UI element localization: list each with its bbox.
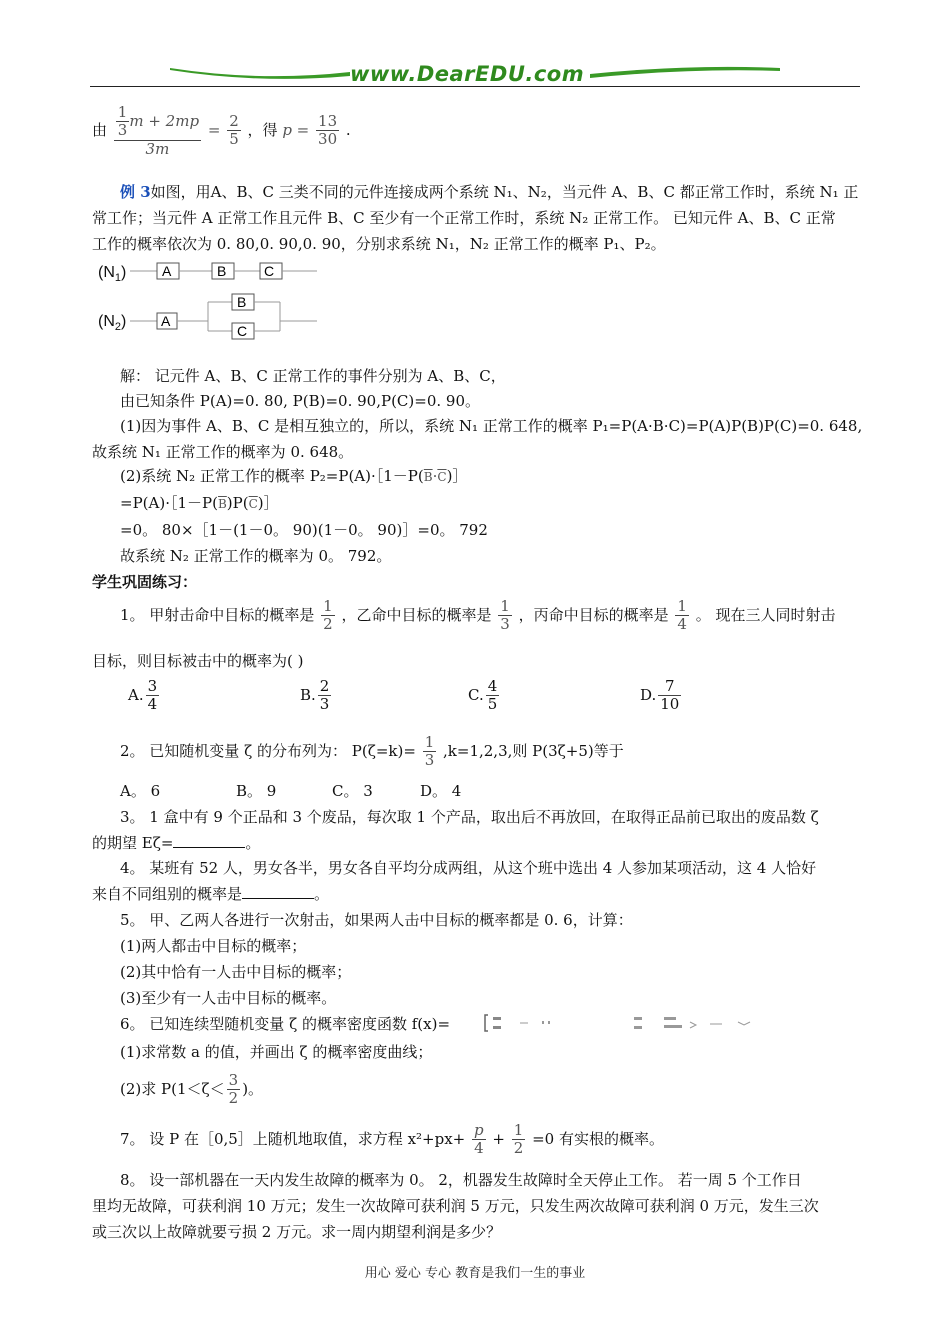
question-3-line-2: 的期望 Eζ= 。 — [92, 834, 261, 852]
intro-fraction-3: $\frac{13}{30}$ — [318, 112, 338, 149]
question-2-option-c: C。 3 — [332, 782, 373, 800]
header-right-swoosh — [590, 66, 780, 80]
question-6-part-2: (2)求 P(1＜ζ＜ $\frac{3}{2}$ )。 — [120, 1071, 264, 1108]
question-5-part-3: (3)至少有一人击中目标的概率。 — [120, 989, 337, 1007]
example-line-3: 工作的概率依次为 0. 80,0. 90,0. 90，分别求系统 N₁，N₂ 正常工作的概率 P₁、P₂。 — [92, 235, 666, 253]
question-5-part-1: (1)两人都击中目标的概率； — [120, 937, 307, 955]
intro-fraction-2: $\frac{2}{5}$ — [229, 112, 239, 149]
solution-line-5: (2)系统 N₂ 正常工作的概率 $P_2=P(A)\cdot[1-P(\overline{B}\cdot\overline{C})]$ — [120, 467, 468, 485]
question-4-line-1: 4。 某班有 52 人，男女各半，男女各自平均分成两组，从这个班中选出 4 人参加某项活动，这 4 人恰好 — [120, 859, 817, 877]
question-7: 7。 设 P 在［0,5］上随机地取值，求方程 x²+px+ $\frac{p}{4}$ + $\frac{1}{2}$ =0 有实根的概率。 — [120, 1121, 664, 1158]
solution-line-6: $=P(A)\cdot[1-P(\overline{B})P(\overline{C})]$ — [120, 494, 279, 512]
question-2-option-b: B。 9 — [236, 782, 277, 800]
circuit-diagram — [92, 255, 332, 350]
option-b: B. $\frac{2}{3}$ — [300, 677, 330, 714]
site-logo: www.DearEDU.com — [350, 62, 585, 86]
svg-text:A: A — [162, 263, 172, 279]
question-2-option-a: A。 6 — [120, 782, 161, 800]
option-c: C. $\frac{4}{5}$ — [468, 677, 498, 714]
example-line-1: 例 3如图，用A、B、C 三类不同的元件连接成两个系统 N₁、N₂，当元件 A、B、C 都正常工作时，系统 N₁ 正 — [120, 183, 859, 201]
question-2-option-d: D。 4 — [420, 782, 462, 800]
question-5-part-2: (2)其中恰有一人击中目标的概率； — [120, 963, 352, 981]
answer-blank-3[interactable] — [173, 833, 245, 848]
n1-label: $(N_1)$ — [98, 264, 127, 284]
example-label: 例 3 — [120, 183, 151, 201]
option-a: A. $\frac{3}{4}$ — [128, 677, 158, 714]
header-rule — [90, 86, 860, 87]
option-d: D. $\frac{7}{10}$ — [640, 677, 680, 714]
solution-line-3: (1)因为事件 A、B、C 是相互独立的，所以，系统 N₁ 正常工作的概率 P₁=P(A·B·C)=P(A)P(B)P(C)=0. 648, — [120, 417, 863, 435]
svg-text:C: C — [264, 263, 275, 279]
solution-line-7: =0。 80×［1－(1－0。 90)(1－0。 90)］=0。 792 — [120, 521, 488, 539]
question-3-line-1: 3。 1 盒中有 9 个正品和 3 个废品，每次取 1 个产品，取出后不再放回，在取得正品前已取出的废品数 ζ — [120, 808, 819, 826]
question-4-line-2: 来自不同组别的概率是 。 — [92, 885, 330, 903]
question-6-density-formula-image — [482, 1012, 772, 1034]
svg-text:A: A — [161, 313, 171, 329]
example-line-2: 常工作；当元件 A 正常工作且元件 B、C 至少有一个正常工作时，系统 N₂ 正常工作。 已知元件 A、B、C 正常 — [92, 209, 836, 227]
question-8-line-1: 8。 设一部机器在一天内发生故障的概率为 0。 2，机器发生故障时全天停止工作。 若一周 5 个工作日 — [120, 1171, 802, 1189]
footer-motto: 用心 爱心 专心 教育是我们一生的事业 — [364, 1266, 586, 1281]
intro-fraction-1: $\frac{1}{3}$ m + 2mp 3m — [114, 104, 201, 158]
svg-text:C: C — [237, 323, 248, 339]
solution-line-8: 故系统 N₂ 正常工作的概率为 0。 792。 — [120, 547, 392, 565]
question-6-part-1: (1)求常数 a 的值，并画出 ζ 的概率密度曲线； — [120, 1043, 433, 1061]
question-2: 2。 已知随机变量 ζ 的分布列为： P(ζ=k)= $\frac{1}{3}$ ,k=1,2,3,则 P(3ζ+5)等于 — [120, 733, 624, 770]
question-6-line-1: 6。 已知连续型随机变量 ζ 的概率密度函数 f(x)= — [120, 1015, 451, 1033]
svg-text:B: B — [237, 294, 247, 310]
intro-prefix: 由 — [92, 120, 108, 139]
question-1-line-1: 1。 甲射击命中目标的概率是 $\frac{1}{2}$ ，乙命中目标的概率是 $\frac{1}{3}$ ，丙命中目标的概率是 $\frac{1}{4}$ 。 现在三人同时射击 — [120, 597, 836, 634]
solution-line-1: 解： 记元件 A、B、C 正常工作的事件分别为 A、B、C， — [120, 367, 506, 385]
header-left-swoosh — [170, 66, 350, 80]
question-8-line-3: 或三次以上故障就要亏损 2 万元。求一周内期望利润是多少？ — [92, 1223, 502, 1241]
answer-blank-4[interactable] — [242, 884, 314, 899]
question-8-line-2: 里均无故障，可获利润 10 万元；发生一次故障可获利润 5 万元，只发生两次故障可获利润 0 万元，发生三次 — [92, 1197, 819, 1215]
practice-heading: 学生巩固练习： — [92, 573, 198, 591]
question-1-line-2: 目标，则目标被击中的概率为( ) — [92, 652, 304, 670]
question-5-line-1: 5。 甲、乙两人各进行一次射击，如果两人击中目标的概率都是 0. 6，计算： — [120, 911, 633, 929]
solution-line-4: 故系统 N₁ 正常工作的概率为 0. 648。 — [92, 443, 354, 461]
intro-formula: 由 $\frac{1}{3}$ m + 2mp 3m = $\frac{2}{5}$ ，得 p = $\frac{13}{30}$ . — [92, 103, 351, 158]
solution-line-2: 由已知条件 P(A)=0. 80, P(B)=0. 90,P(C)=0. 90。 — [120, 392, 481, 410]
svg-text:B: B — [217, 263, 227, 279]
n2-label: $(N_2)$ — [98, 313, 127, 333]
